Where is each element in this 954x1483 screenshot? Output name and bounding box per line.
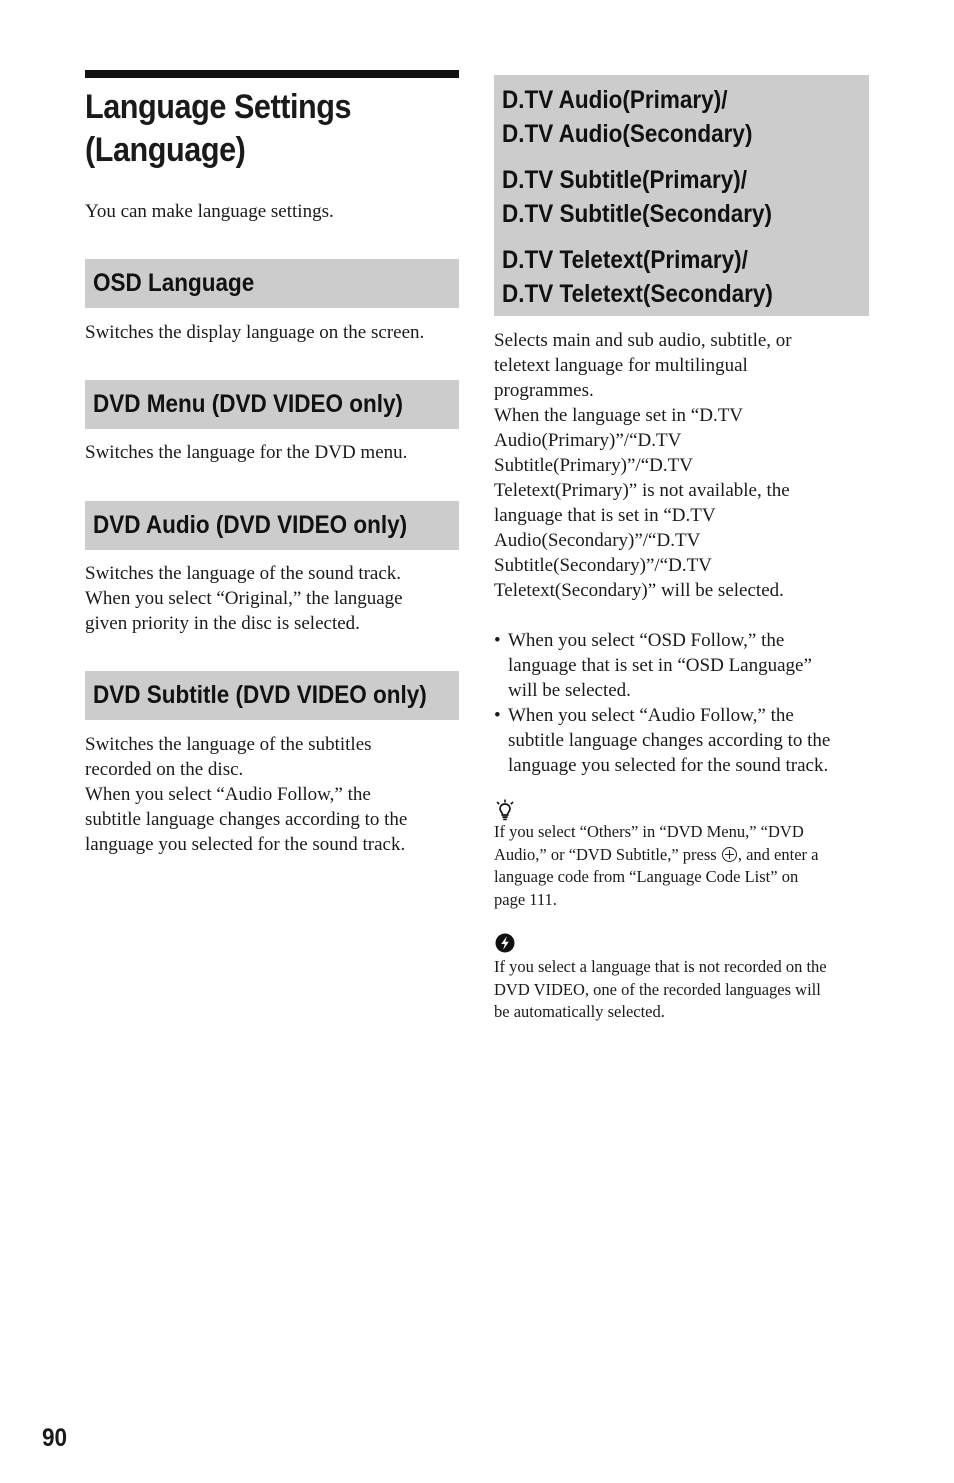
osd-language-text: Switches the display language on the screen. xyxy=(85,322,425,343)
page-title xyxy=(85,86,422,172)
note-text: If you select a language that is not recorded on the DVD VIDEO, one of the recorded languages will be automatically selected. xyxy=(494,957,827,1021)
page-number: 90 xyxy=(42,1424,68,1452)
dtv-heading-line: D.TV Subtitle(Primary)/ xyxy=(502,166,748,194)
dtv-bullet-list xyxy=(494,628,869,778)
dvd-subtitle-heading: DVD Subtitle (DVD VIDEO only) xyxy=(85,671,459,720)
dvd-menu-heading: DVD Menu (DVD VIDEO only) xyxy=(85,380,459,429)
title-rule xyxy=(85,70,459,78)
page-title-line1: Language Settings xyxy=(85,88,352,126)
dtv-heading-line: D.TV Audio(Secondary) xyxy=(502,120,753,148)
lightbulb-icon xyxy=(495,799,515,821)
caution-icon xyxy=(495,933,515,953)
dtv-heading-block xyxy=(494,75,869,316)
dtv-text: Selects main and sub audio, subtitle, or teletext language for multilingual programmes. When the language set in “D.TV Audio(Primary)”/“D.TV Subtitle(Primary)”/“D.TV Teletext(Primary)” is not available, the language that is set in “D.TV Audio(Secondary)”/“D.TV Subtitle(Secondary)”/“D.TV Teletext(Secondary)” will be selected. xyxy=(494,330,792,601)
osd-language-heading: OSD Language xyxy=(85,259,459,308)
dvd-audio-heading: DVD Audio (DVD VIDEO only) xyxy=(85,501,459,550)
intro-text: You can make language settings. xyxy=(85,201,334,222)
list-item: • When you select “Audio Follow,” the subtitle language changes according to the language you selected for the sound track. xyxy=(494,705,831,776)
dtv-heading-line: D.TV Teletext(Primary)/ xyxy=(502,246,748,274)
list-item: • When you select “OSD Follow,” the language that is set in “OSD Language” will be selected. xyxy=(494,630,812,701)
dvd-menu-text: Switches the language for the DVD menu. xyxy=(85,442,408,463)
dtv-heading-line: D.TV Subtitle(Secondary) xyxy=(502,200,773,228)
enter-button-icon xyxy=(722,847,737,862)
dtv-heading-line: D.TV Teletext(Secondary) xyxy=(502,280,773,308)
dvd-subtitle-text: Switches the language of the subtitles recorded on the disc. When you select “Audio Follow,” the subtitle language changes according to the language you selected for the sound track. xyxy=(85,734,408,855)
dtv-heading-line: D.TV Audio(Primary)/ xyxy=(502,86,728,114)
page-title-line2: (Language) xyxy=(85,131,246,169)
hint-text: If you select “Others” in “DVD Menu,” “DVD Audio,” or “DVD Subtitle,” press , and enter a language code from “Language Code List” on page 111. xyxy=(494,822,819,909)
dvd-audio-text: Switches the language of the sound track. When you select “Original,” the language given priority in the disc is selected. xyxy=(85,563,403,634)
